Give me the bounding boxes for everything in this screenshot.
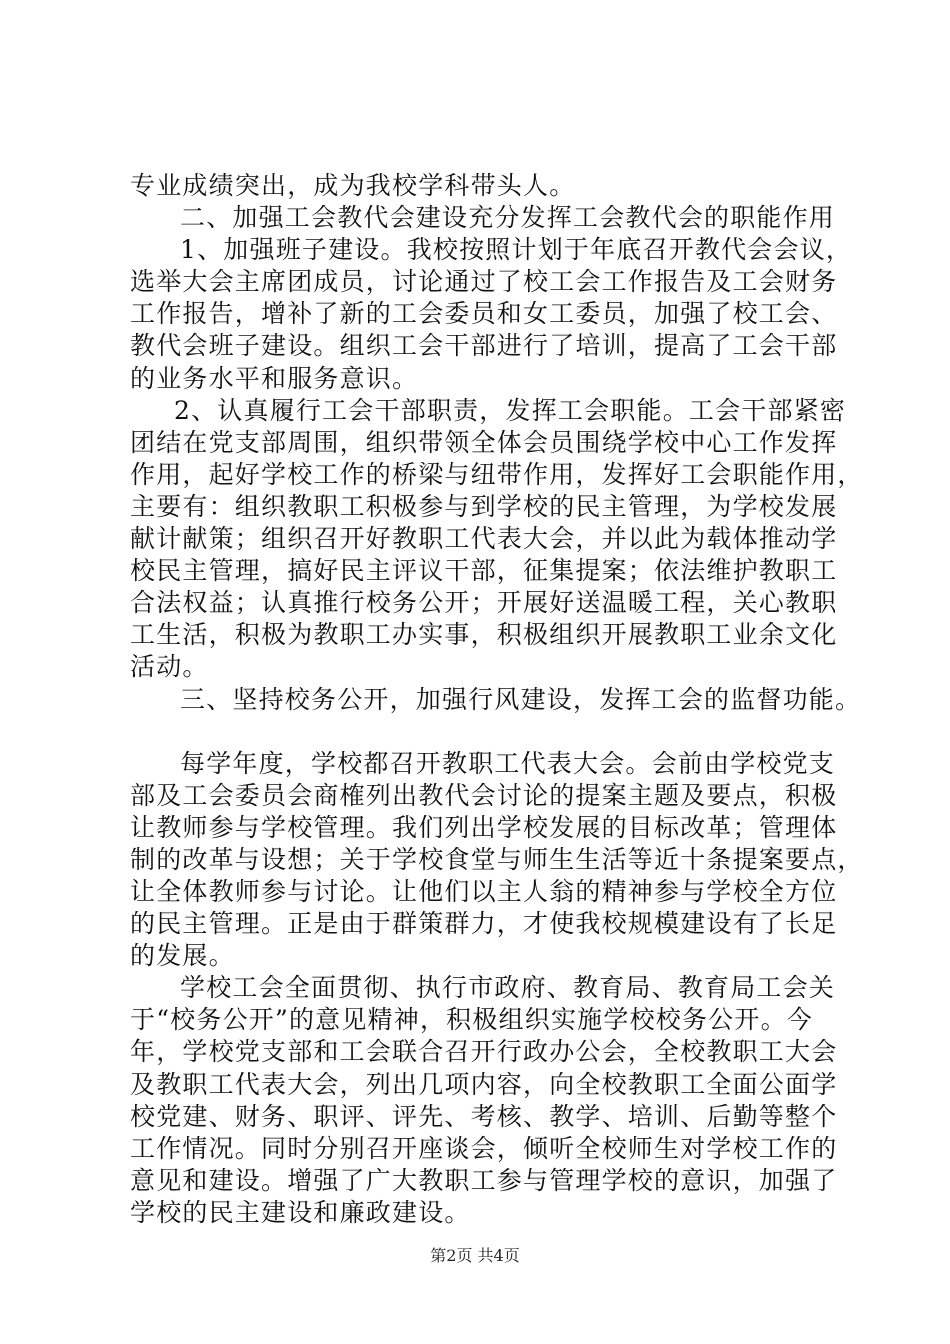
text-line: 年，学校党支部和工会联合召开行政办公会，全校教职工大会 — [130, 1037, 838, 1067]
text-line: 制的改革与设想；关于学校食堂与师生生活等近十条提案要点， — [130, 844, 864, 874]
page-number: 第2页 共4页 — [430, 1246, 520, 1265]
text-line: 校党建、财务、职评、评先、考核、教学、培训、后勤等整个 — [130, 1101, 838, 1131]
text-line: 献计献策；组织召开好教职工代表大会，并以此为载体推动学 — [130, 524, 838, 554]
page-footer — [0, 1246, 950, 1266]
text-line: 校民主管理，搞好民主评议干部，征集提案；依法维护教职工 — [130, 556, 838, 586]
text-line: 学校的民主建设和廉政建设。 — [130, 1197, 471, 1227]
text-line: 主要有：组织教职工积极参与到学校的民主管理，为学校发展 — [130, 491, 838, 521]
text-line: 意见和建设。增强了广大教职工参与管理学校的意识，加强了 — [130, 1165, 838, 1195]
text-line: 团结在党支部周围，组织带领全体会员围绕学校中心工作发挥 — [130, 427, 838, 457]
text-line: 让全体教师参与讨论。让他们以主人翁的精神参与学校全方位 — [130, 876, 838, 906]
text-line: 的发展。 — [130, 941, 235, 971]
text-line: 教代会班子建设。组织工会干部进行了培训，提高了工会干部 — [130, 331, 838, 361]
text-line: 的业务水平和服务意识。 — [130, 363, 419, 393]
text-line: 部及工会委员会商榷列出教代会讨论的提案主题及要点，积极 — [130, 780, 838, 810]
document-body — [130, 170, 864, 1229]
text-line: 于“校务公开”的意见精神，积极组织实施学校校务公开。今 — [130, 1005, 813, 1035]
text-line: 2、认真履行工会干部职责，发挥工会职能。工会干部紧密 — [174, 395, 847, 425]
text-line: 专业成绩突出，成为我校学科带头人。 — [130, 171, 576, 200]
text-line: 作用，起好学校工作的桥梁与纽带作用，发挥好工会职能作用， — [130, 459, 864, 489]
text-line: 学校工会全面贯彻、执行市政府、教育局、教育局工会关 — [180, 973, 836, 1003]
text-line: 工作情况。同时分别召开座谈会，倾听全校师生对学校工作的 — [130, 1133, 838, 1163]
text-line: 工生活，积极为教职工办实事，积极组织开展教职工业余文化 — [130, 620, 838, 650]
text-line: 合法权益；认真推行校务公开；开展好送温暖工程，关心教职 — [130, 588, 838, 618]
text-line: 让教师参与学校管理。我们列出学校发展的目标改革；管理体 — [130, 812, 838, 842]
text-line: 的民主管理。正是由于群策群力，才使我校规模建设有了长足 — [130, 909, 838, 939]
paragraph-gap — [130, 716, 860, 748]
text-line: 工作报告，增补了新的工会委员和女工委员，加强了校工会、 — [130, 299, 838, 329]
text-line: 活动。 — [130, 652, 209, 682]
section-heading: 三、坚持校务公开，加强行风建设，发挥工会的监督功能。 — [180, 684, 862, 714]
text-line: 及教职工代表大会，列出几项内容，向全校教职工全面公面学 — [130, 1069, 838, 1099]
section-heading: 二、加强工会教代会建设充分发挥工会教代会的职能作用 — [180, 203, 836, 233]
text-line: 每学年度，学校都召开教职工代表大会。会前由学校党支 — [180, 748, 836, 778]
text-line: 1、加强班子建设。我校按照计划于年底召开教代会会议， — [180, 235, 853, 265]
text-line: 选举大会主席团成员，讨论通过了校工会工作报告及工会财务 — [130, 267, 838, 297]
